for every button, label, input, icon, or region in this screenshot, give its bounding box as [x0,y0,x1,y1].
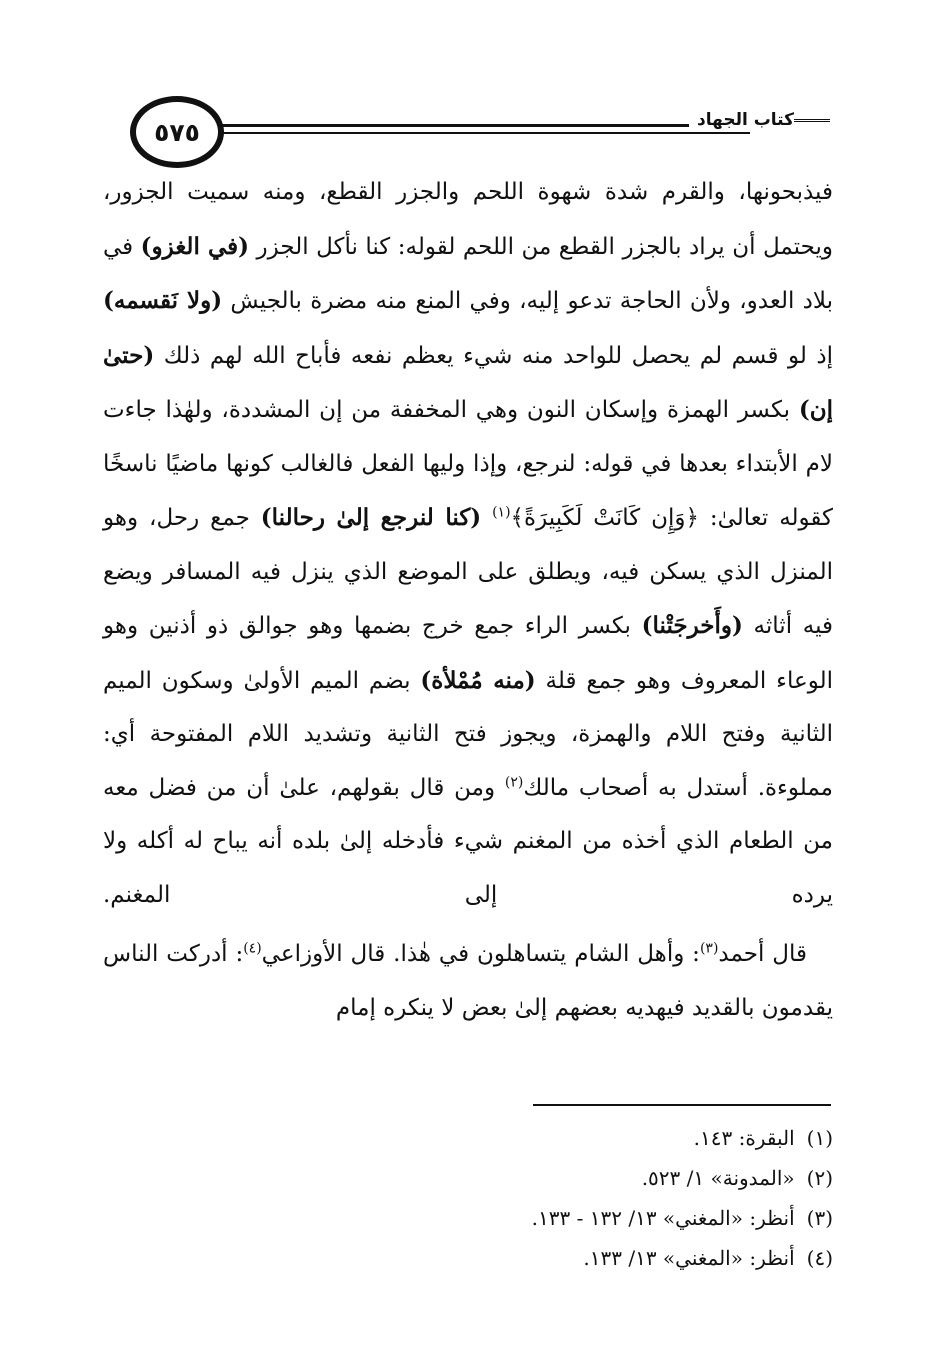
page-header [100,92,836,168]
footnotes [532,1118,833,1278]
text-run: ومن قال بقولهم، علىٰ أن من فضل معه من الطعام الذي أخذه من المغنم شيء فأدخله إلىٰ بلده أنه يباح له أكله ولا يرده إلى المغنم. [103,774,833,908]
bold-term: (حتىٰ إن) [103,341,833,423]
footnote-item [532,1198,833,1238]
header-rule [190,132,750,134]
footnote-separator [533,1104,831,1106]
bold-term: (ولا نَقسمه) [103,287,223,314]
bold-term: (كنا لنرجع إلىٰ رحالنا) [260,504,482,531]
text-run: بكسر الراء جمع خرج بضمها وهو جوالق ذو أذنين وهو الوعاء المعروف وهو جمع قلة [103,613,833,694]
page-number: ٥٧٥ [154,117,200,147]
footnote-text: البقرة: ١٤٣. [693,1126,795,1150]
paragraph [103,166,833,922]
paragraph [103,928,833,1035]
footnote-text: أنظر: «المغني» ١٣/ ١٣٢ - ١٣٣. [531,1206,795,1230]
main-text [103,166,833,1035]
text-run: قال أحمد [718,941,807,967]
footnote-text: أنظر: «المغني» ١٣/ ١٣٣. [583,1246,795,1270]
footnote-number: (٣) [806,1206,833,1230]
footnote-number: (١) [806,1126,833,1150]
footnote-item [532,1118,833,1158]
footnote-item [532,1238,833,1278]
footnote-ref: (٢) [504,773,524,790]
footnote-ref: (٤) [243,940,262,957]
text-run: إذ لو قسم لم يحصل للواحد منه شيء يعظم نفعه فأباح الله لهم ذلك [154,342,833,369]
running-title: كتاب الجهاد [689,110,836,130]
bold-term: (وأَخرجَتْنا) [641,612,743,639]
page-number-badge [130,96,224,168]
footnote-ref: (٣) [699,940,719,957]
text-run: بضم الميم الأولىٰ وسكون الميم الثانية وفتح اللام والهمزة، ويجوز فتح الثانية وتشديد اللام المفتوحة أي: مملوءة. أستدل به أصحاب مالك [103,667,833,801]
footnote-number: (٢) [806,1166,833,1190]
footnote-number: (٤) [806,1246,833,1270]
footnote-text: «المدونة» ١/ ٥٢٣. [641,1166,795,1190]
text-run: فيذبحونها، والقرم شدة شهوة اللحم والجزر القطع، ومنه سميت الجزور، ويحتمل أن يراد بالجزر القطع من اللحم لقوله: كنا نأكل الجزر [103,179,833,260]
text-run: جمع رحل، وهو المنزل الذي يسكن فيه، ويطلق على الموضع الذي ينزل فيه المسافر ويضع فيه أثاثه [103,505,834,639]
text-run: ﴿وَإِن كَانَتْ لَكَبِيرَةً﴾ [510,505,699,531]
footnote-item [532,1158,833,1198]
text-run [481,505,492,531]
footnote-ref: (١) [492,504,511,521]
header-rule [190,124,750,127]
text-run: : وأهل الشام يتساهلون في هٰذا. قال الأوزاعي [261,941,700,967]
bold-term: (منه مُمْلأة) [420,666,536,694]
text-run: : أدركت الناس يقدمون بالقديد فيهديه بعضهم إلىٰ بعض لا ينكره إمام [103,941,833,1021]
text-run: بكسر الهمزة وإسكان النون وهي المخففة من إن المشددة، ولهٰذا جاءت لام الأبتداء بعدها في قوله: لنرجع، وإذا وليها الفعل فالغالب كونها ماضيًا ناسخًا كقوله تعالىٰ: [103,397,834,531]
bold-term: (في الغزو) [140,232,250,260]
text-run: في بلاد العدو، ولأن الحاجة تدعو إليه، وفي المنع منه مضرة بالجيش [103,233,834,314]
